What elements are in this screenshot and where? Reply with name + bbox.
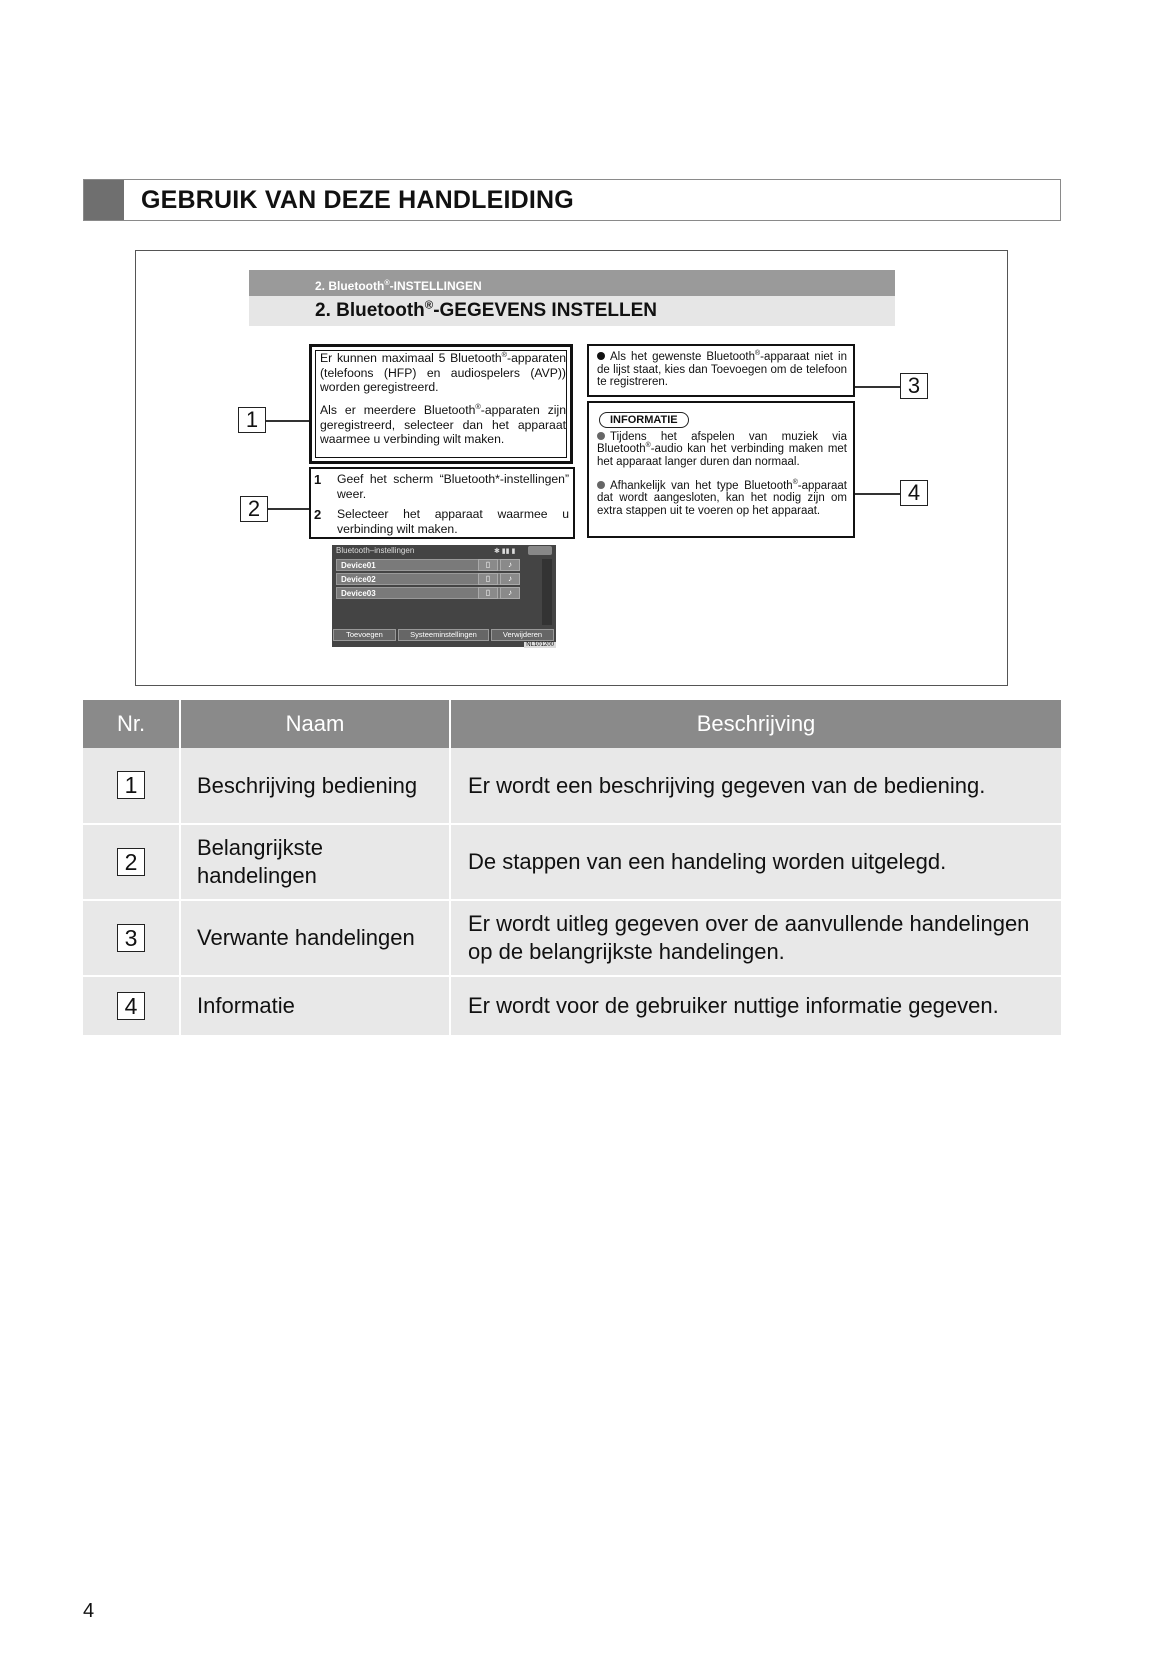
callout-1: 1 bbox=[238, 407, 266, 433]
legend-table bbox=[83, 700, 1061, 1037]
row-name: Belangrijkste handelingen bbox=[180, 824, 450, 900]
steps-box bbox=[309, 467, 575, 539]
music-icon: ♪ bbox=[500, 573, 520, 585]
bullet-icon bbox=[597, 481, 605, 489]
scrollbar[interactable] bbox=[542, 559, 552, 625]
related-text: Als het gewenste Bluetooth®-apparaat niet in de lijst staat, kies dan Toevoegen om de telefoon te registreren. bbox=[597, 350, 847, 389]
row-number: 2 bbox=[117, 848, 145, 876]
illustration-section-band bbox=[249, 270, 895, 296]
table-row bbox=[83, 824, 1061, 900]
table-row bbox=[83, 976, 1061, 1036]
step-2-number: 2 bbox=[314, 507, 322, 522]
col-header-nr: Nr. bbox=[83, 700, 180, 748]
table-row bbox=[83, 748, 1061, 824]
device-row[interactable]: Device03 bbox=[336, 587, 519, 599]
device-screen bbox=[332, 545, 556, 647]
callout-2: 2 bbox=[240, 496, 268, 522]
status-icons: ✱ ▮▮ ▮ bbox=[494, 548, 516, 555]
bullet-icon bbox=[597, 352, 605, 360]
callout-line-1 bbox=[265, 420, 309, 422]
info-item-2: Afhankelijk van het type Bluetooth®-apparaat dat wordt aangesloten, kan het nodig zijn om extra stappen uit te voeren op het apparaat. bbox=[597, 479, 847, 517]
description-para-1: Er kunnen maximaal 5 Bluetooth®-apparaten (telefoons (HFP) en audiospelers (AVP)) worden geregistreerd. bbox=[320, 349, 566, 395]
add-button[interactable]: Toevoegen bbox=[333, 629, 396, 641]
page-title: GEBRUIK VAN DEZE HANDLEIDING bbox=[141, 186, 574, 214]
row-number: 4 bbox=[117, 992, 145, 1020]
row-name: Informatie bbox=[180, 976, 450, 1036]
device-row[interactable]: Device01 bbox=[336, 559, 519, 571]
row-description: Er wordt uitleg gegeven over de aanvullende handelingen op de belangrijkste handelingen. bbox=[450, 900, 1061, 976]
section-header bbox=[83, 179, 1061, 221]
callout-4: 4 bbox=[900, 480, 928, 506]
system-settings-button[interactable]: Systeeminstellingen bbox=[398, 629, 489, 641]
row-name: Beschrijving bediening bbox=[180, 748, 450, 824]
step-1-number: 1 bbox=[314, 472, 322, 487]
row-description: De stappen van een handeling worden uitgelegd. bbox=[450, 824, 1061, 900]
row-description: Er wordt een beschrijving gegeven van de bediening. bbox=[450, 748, 1061, 824]
figure-code: NL101200 bbox=[526, 642, 554, 648]
step-1-text: Geef het scherm “Bluetooth*-instellingen” weer. bbox=[337, 472, 569, 501]
callout-line-3 bbox=[855, 386, 901, 388]
related-box bbox=[587, 344, 855, 397]
col-header-beschrijving: Beschrijving bbox=[450, 700, 1061, 748]
illustration-section-title: 2. Bluetooth®-GEGEVENS INSTELLEN bbox=[315, 299, 657, 321]
row-number: 3 bbox=[117, 924, 145, 952]
phone-icon: ▯ bbox=[478, 573, 498, 585]
info-box bbox=[587, 401, 855, 538]
info-label: INFORMATIE bbox=[599, 412, 689, 428]
col-header-naam: Naam bbox=[180, 700, 450, 748]
description-box bbox=[309, 344, 573, 464]
illustration-section-label: 2. Bluetooth®-INSTELLINGEN bbox=[315, 278, 482, 293]
page-number: 4 bbox=[83, 1600, 95, 1622]
callout-3: 3 bbox=[900, 373, 928, 399]
device-row[interactable]: Device02 bbox=[336, 573, 519, 585]
phone-icon: ▯ bbox=[478, 559, 498, 571]
music-icon: ♪ bbox=[500, 559, 520, 571]
row-number: 1 bbox=[117, 771, 145, 799]
bullet-icon bbox=[597, 432, 605, 440]
illustration-title-band bbox=[249, 296, 895, 326]
phone-icon: ▯ bbox=[478, 587, 498, 599]
row-name: Verwante handelingen bbox=[180, 900, 450, 976]
screen-title: Bluetooth–instellingen bbox=[336, 546, 415, 555]
row-description: Er wordt voor de gebruiker nuttige informatie gegeven. bbox=[450, 976, 1061, 1036]
delete-button[interactable]: Verwijderen bbox=[491, 629, 554, 641]
music-icon: ♪ bbox=[500, 587, 520, 599]
callout-line-2 bbox=[267, 508, 309, 510]
info-item-1: Tijdens het afspelen van muziek via Bluetooth®-audio kan het verbinding maken met het apparaat langer duren dan normaal. bbox=[597, 431, 847, 468]
back-button[interactable] bbox=[528, 546, 552, 555]
callout-line-4 bbox=[855, 493, 901, 495]
description-para-2: Als er meerdere Bluetooth®-apparaten zijn geregistreerd, selecteer dan het apparaat waarmee u verbinding wilt maken. bbox=[320, 401, 567, 447]
header-block bbox=[84, 180, 124, 220]
step-2-text: Selecteer het apparaat waarmee u verbinding wilt maken. bbox=[337, 507, 569, 536]
table-row bbox=[83, 900, 1061, 976]
